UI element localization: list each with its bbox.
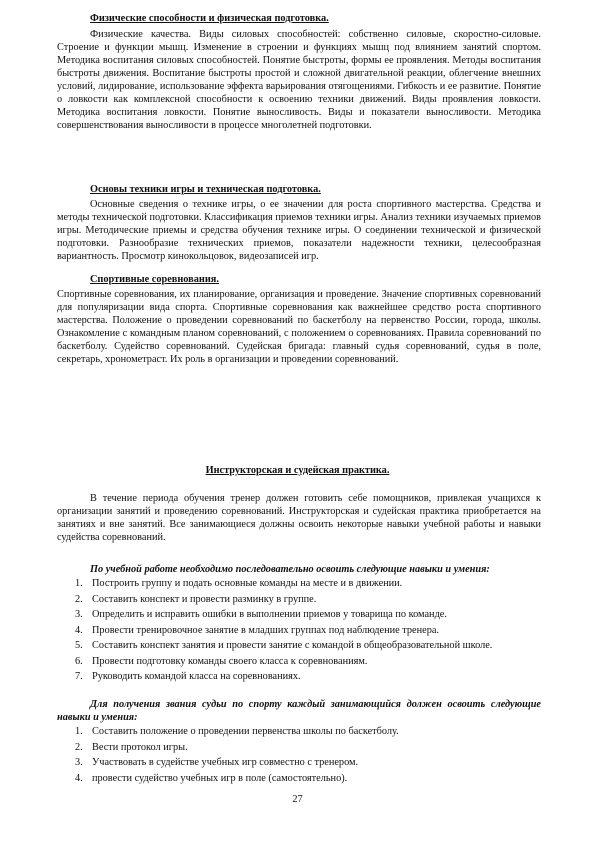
heading-instructor-practice: Инструкторская и судейская практика. — [205, 465, 390, 476]
paragraph-competitions: Спортивные соревнования, их планирование, организация и проведение. Значение спортивных соревнований для популяризации вида спорта. Спортивные соревнования как важнейшее средство роста спортивного мастерства. Положение о проведении соревнований по баскетболу на первенство России, города, школы. Ознакомление с командным планом соревнований, с положением о соревнованиях. Правила соревнований по баскетболу. Судейство соревнований. Судейская бригада: главный судья соревнований, судья в поле, секретарь, хронометраст. Их роль в организации и проведении соревнований. — [57, 289, 541, 365]
paragraph-technique: Основные сведения о технике игры, о ее значении для роста спортивного мастерства. Средства и методы технической подготовки. Классификация приемов техники игры. Анализ техники изучаемых приемов игры. Методические приемы и средства обучения технике игры. О соединении технической и физической подготовки. Разнообразие технических приемов, показатели надежности техники, целесообразная вариантность. Просмотр кинокольцовок, видеозаписей игр. — [57, 199, 541, 262]
list1-intro: По учебной работе необходимо последовательно освоить следующие навыки и умения: — [90, 564, 490, 575]
list2-intro: Для получения звания судьи по спорту каждый занимающийся должен освоить следующие навыки и умения: — [57, 699, 541, 723]
heading-physical-abilities: Физические способности и физическая подготовка. — [90, 13, 329, 24]
heading-technique: Основы техники игры и техническая подготовка. — [90, 184, 321, 195]
list-item: 2. Составить конспект и провести разминку в группе. — [75, 593, 317, 605]
paragraph-physical-abilities: Физические качества. Виды силовых способностей: собственно силовые, скоростно-силовые. Строение и функции мышц. Изменение в строении и функциях мышц под влиянием занятий спортом. Методика воспитания силовых способностей. Понятие быстроты, формы ее проявления. Методы воспитания быстроты движения. Воспитание быстроты простой и сложной двигательной реакции, облегчение внешних условий, лидирование, использование эффекта варьирования отягощениями. Гибкость и ее развитие. Понятие о ловкости как комплексной способности к освоению техники движений. Виды проявления ловкости. Методика воспитания ловкости. Понятие выносливость. Виды и показатели выносливости. Методика совершенствования выносливости в процессе многолетней подготовки. — [57, 29, 541, 131]
page-number: 27 — [292, 794, 303, 805]
list-item: 1. Построить группу и подать основные команды на месте и в движении. — [75, 578, 403, 589]
teaching-skills-list — [57, 576, 541, 685]
list-item: 2. Вести протокол игры. — [75, 741, 188, 753]
list-item: 4. Провести тренировочное занятие в младших группах под наблюдение тренера. — [75, 624, 439, 636]
heading-competitions: Спортивные соревнования. — [90, 274, 219, 285]
referee-skills-list — [57, 724, 541, 786]
list-item: 1. Составить положение о проведении первенства школы по баскетболу. — [75, 726, 399, 737]
list-item: 4. провести судейство учебных игр в поле (самостоятельно). — [75, 772, 348, 784]
list-item: 3. Участвовать в судействе учебных игр совместно с тренером. — [75, 757, 359, 768]
list-item: 7. Руководить командой класса на соревнованиях. — [75, 671, 301, 682]
list-item: 5. Составить конспект занятия и провести занятие с командой в общеобразовательной школе. — [75, 640, 493, 651]
list-item: 6. Провести подготовку команды своего класса к соревнованиям. — [75, 655, 368, 667]
paragraph-instructor-practice: В течение периода обучения тренер должен готовить себе помощников, привлекая учащихся к организации занятий и проведению соревнований. Инструкторская и судейская практика приобретается на занятиях и вне занятий. Все занимающиеся должны освоить некоторые навыки учебной работы и навыки судейства соревнований. — [57, 493, 541, 543]
list-item: 3. Определить и исправить ошибки в выполнении приемов у товарища по команде. — [75, 609, 447, 620]
